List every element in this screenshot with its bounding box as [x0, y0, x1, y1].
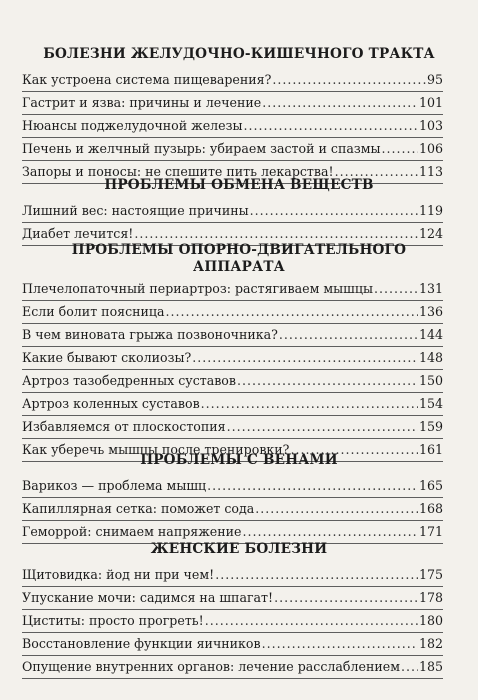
toc-entry — [22, 416, 443, 439]
entry-title: Как устроена система пищеварения? — [22, 72, 272, 87]
entry-page-number: 185 — [418, 659, 443, 674]
entry-page-number: 161 — [418, 442, 443, 457]
leader-dots — [201, 393, 418, 415]
leader-dots — [274, 587, 418, 609]
section-heading-line: ПРОБЛЕМЫ ОПОРНО-ДВИГАТЕЛЬНОГО — [71, 242, 407, 258]
leader-dots — [272, 69, 426, 91]
entry-title: Восстановление функции яичников — [22, 636, 261, 651]
toc-section — [0, 46, 478, 184]
toc-entry — [22, 498, 443, 521]
section-heading — [0, 242, 478, 276]
entry-title: Артроз коленных суставов — [22, 396, 200, 411]
entry-title: Опущение внутренних органов: лечение расслаблением — [22, 659, 400, 674]
toc-entry — [22, 610, 443, 633]
entry-title: Какие бывают сколиозы? — [22, 350, 192, 365]
leader-dots — [227, 416, 418, 438]
toc-section — [0, 177, 478, 246]
toc-entry — [22, 324, 443, 347]
entry-title: Плечелопаточный периартроз: растягиваем мышцы — [22, 281, 374, 296]
entry-page-number: 95 — [426, 72, 443, 87]
entry-title: Диабет лечится! — [22, 226, 134, 241]
toc-entry — [22, 347, 443, 370]
leader-dots — [215, 564, 418, 586]
entry-title: Как уберечь мышцы после тренировки? — [22, 442, 290, 457]
section-heading: ПРОБЛЕМЫ ОБМЕНА ВЕЩЕСТВ — [104, 177, 374, 193]
entry-page-number: 175 — [418, 567, 443, 582]
toc-entry — [22, 92, 443, 115]
toc-entry — [22, 278, 443, 301]
section-heading-line: АППАРАТА — [193, 259, 285, 275]
entry-page-number: 159 — [418, 419, 443, 434]
entry-page-number: 106 — [418, 141, 443, 156]
toc-entry — [22, 564, 443, 587]
leader-dots — [244, 115, 418, 137]
entry-title: Геморрой: снимаем напряжение — [22, 524, 242, 539]
entry-page-number: 136 — [418, 304, 443, 319]
entry-title: Если болит поясница — [22, 304, 165, 319]
entry-page-number: 150 — [418, 373, 443, 388]
leader-dots — [382, 138, 418, 160]
entry-title: Гастрит и язва: причины и лечение — [22, 95, 262, 110]
entry-title: Капиллярная сетка: поможет сода — [22, 501, 255, 516]
leader-dots — [166, 301, 418, 323]
entry-page-number: 113 — [418, 164, 443, 179]
entry-title: Варикоз — проблема мышц — [22, 478, 207, 493]
entry-title: Щитовидка: йод ни при чем! — [22, 567, 215, 582]
leader-dots — [207, 475, 418, 497]
entry-page-number: 148 — [418, 350, 443, 365]
entry-page-number: 131 — [418, 281, 443, 296]
toc-entry — [22, 633, 443, 656]
toc-entry — [22, 200, 443, 223]
entry-page-number: 171 — [418, 524, 443, 539]
entry-page-number: 165 — [418, 478, 443, 493]
leader-dots — [279, 324, 418, 346]
entry-title: В чем виновата грыжа позвоночника? — [22, 327, 278, 342]
toc-entry — [22, 301, 443, 324]
entry-page-number: 119 — [418, 203, 443, 218]
entry-title: Циститы: просто прогреть! — [22, 613, 204, 628]
entry-page-number: 101 — [418, 95, 443, 110]
toc-section — [0, 242, 478, 462]
toc-entry — [22, 475, 443, 498]
entry-page-number: 154 — [418, 396, 443, 411]
leader-dots — [192, 347, 418, 369]
toc-entry — [22, 115, 443, 138]
entry-page-number: 144 — [418, 327, 443, 342]
entry-title: Артроз тазобедренных суставов — [22, 373, 236, 388]
section-heading: ЖЕНСКИЕ БОЛЕЗНИ — [150, 541, 328, 557]
entry-title: Лишний вес: настоящие причины — [22, 203, 249, 218]
entry-title: Запоры и поносы: не спешите пить лекарства! — [22, 164, 334, 179]
leader-dots — [255, 498, 418, 520]
leader-dots — [262, 92, 418, 114]
entry-page-number: 180 — [418, 613, 443, 628]
entry-page-number: 178 — [418, 590, 443, 605]
entry-title: Избавляемся от плоскостопия — [22, 419, 226, 434]
entry-page-number: 103 — [418, 118, 443, 133]
toc-entry — [22, 587, 443, 610]
leader-dots — [401, 656, 418, 678]
entry-page-number: 168 — [418, 501, 443, 516]
leader-dots — [205, 610, 418, 632]
toc-section — [0, 541, 478, 679]
toc-entry — [22, 370, 443, 393]
leader-dots — [243, 521, 418, 543]
toc-entry — [22, 138, 443, 161]
leader-dots — [250, 200, 418, 222]
toc-entry — [22, 69, 443, 92]
leader-dots — [237, 370, 418, 392]
entry-page-number: 124 — [418, 226, 443, 241]
toc-entry — [22, 656, 443, 679]
toc-entry — [22, 393, 443, 416]
section-heading: ПРОБЛЕМЫ С ВЕНАМИ — [140, 452, 338, 468]
leader-dots — [374, 278, 418, 300]
leader-dots — [262, 633, 418, 655]
entry-title: Нюансы поджелудочной железы — [22, 118, 243, 133]
section-heading: БОЛЕЗНИ ЖЕЛУДОЧНО-КИШЕЧНОГО ТРАКТА — [43, 46, 435, 62]
toc-section — [0, 452, 478, 544]
entry-page-number: 182 — [418, 636, 443, 651]
entry-title: Печень и желчный пузырь: убираем застой и спазмы — [22, 141, 381, 156]
entry-title: Упускание мочи: садимся на шпагат! — [22, 590, 274, 605]
